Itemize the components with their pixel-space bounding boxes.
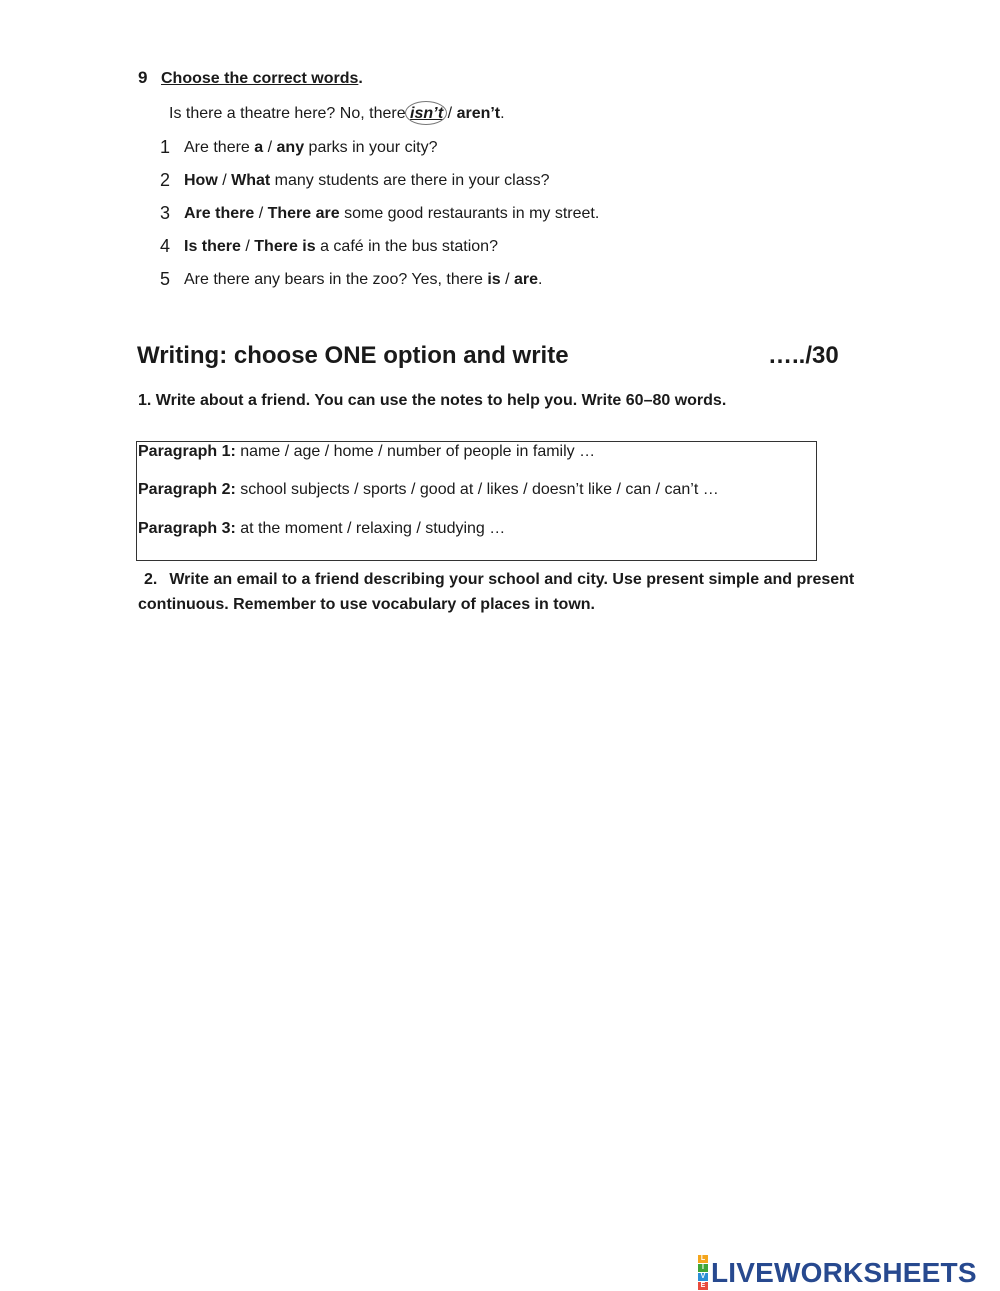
- writing-heading: Writing: choose ONE option and write: [137, 342, 569, 369]
- question-number: 5: [160, 269, 171, 289]
- option-2[interactable]: are: [514, 271, 539, 288]
- question-number: 2: [160, 170, 171, 190]
- option-1[interactable]: Are there: [184, 205, 255, 222]
- logo-icon: L I V E: [698, 1255, 708, 1290]
- question-number: 1: [160, 137, 171, 157]
- option-2[interactable]: There is: [254, 238, 316, 255]
- question-text: Are there a / any parks in your city?: [184, 139, 438, 156]
- option-1[interactable]: Is there: [184, 238, 241, 255]
- example-sentence: Is there a theatre here? No, there isn’t / aren’t.: [169, 105, 505, 122]
- exercise-number: 9: [138, 68, 148, 87]
- example-answer-circled: isn’t: [410, 105, 444, 122]
- note-paragraph-1: Paragraph 1: name / age / home / number of people in family …: [138, 443, 596, 460]
- option-2[interactable]: any: [276, 139, 305, 156]
- note-paragraph-3: Paragraph 3: at the moment / relaxing / studying …: [138, 520, 506, 537]
- logo-text: LIVEWORKSHEETS: [711, 1256, 977, 1288]
- note-paragraph-2: Paragraph 2: school subjects / sports / good at / likes / doesn’t like / can / can’t …: [138, 481, 719, 498]
- question-number: 4: [160, 236, 171, 256]
- liveworksheets-logo: [698, 1255, 977, 1290]
- exercise-title: Choose the correct words.: [161, 70, 363, 87]
- writing-score: …../30: [768, 342, 839, 369]
- question-text: How / What many students are there in your class?: [184, 172, 550, 189]
- question-text: Is there / There is a café in the bus station?: [184, 238, 498, 255]
- question-number: 3: [160, 203, 171, 223]
- question-text: Are there any bears in the zoo? Yes, there is / are.: [184, 271, 543, 288]
- option-1[interactable]: a: [254, 139, 264, 156]
- option-2[interactable]: What: [231, 172, 271, 189]
- task-2-instructions: 2. Write an email to a friend describing your school and city. Use present simple and present continuous. Remember to use vocabulary of places in town.: [138, 571, 855, 613]
- option-1[interactable]: How: [184, 172, 218, 189]
- question-text: Are there / There are some good restaurants in my street.: [184, 205, 600, 222]
- option-2[interactable]: There are: [267, 205, 340, 222]
- task-1-instructions: 1. Write about a friend. You can use the notes to help you. Write 60–80 words.: [138, 392, 727, 409]
- option-1[interactable]: is: [487, 271, 501, 288]
